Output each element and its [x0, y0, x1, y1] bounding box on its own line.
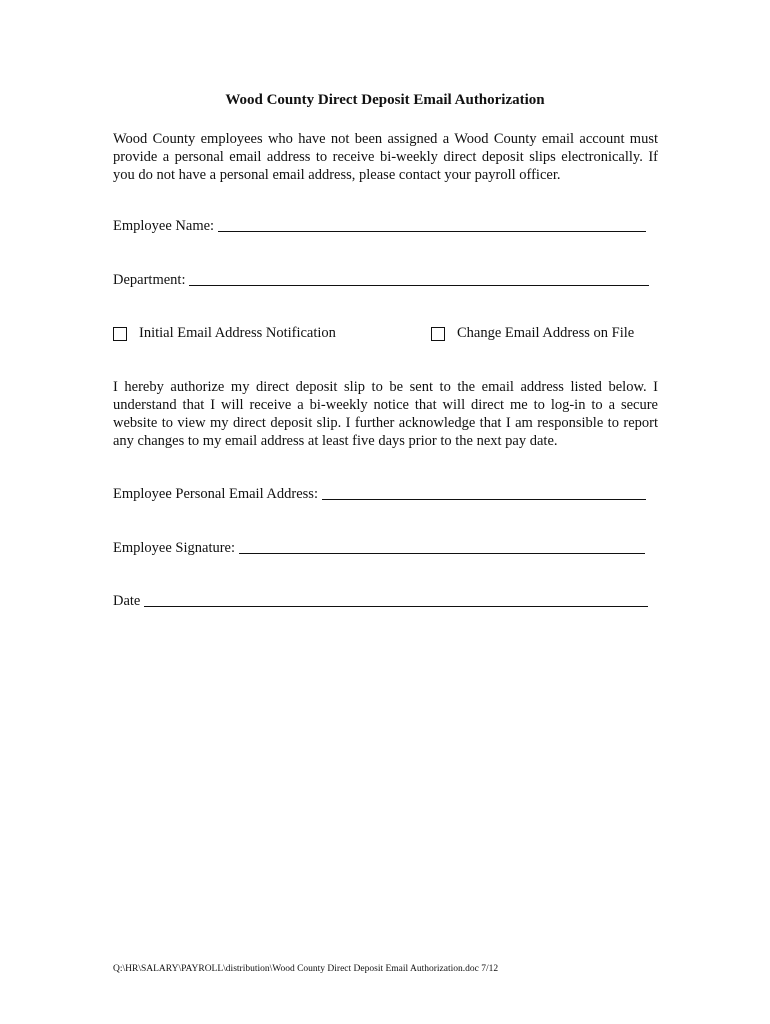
authorization-paragraph: I hereby authorize my direct deposit slip to be sent to the email address listed below. I understand that I will receive a bi-weekly notice that will direct me to log-in to a secure website to view my direct deposit slip. I further acknowledge that I am responsible to report any changes to my email address at least five days prior to the next pay date.	[113, 379, 658, 449]
employee-name-field	[113, 218, 646, 235]
change-option-label: Change Email Address on File	[457, 325, 635, 341]
department-label: Department:	[113, 272, 186, 288]
change-checkbox[interactable]	[431, 327, 445, 341]
signature-field	[113, 540, 645, 557]
initial-checkbox[interactable]	[113, 327, 127, 341]
signature-line[interactable]	[239, 552, 645, 554]
personal-email-label: Employee Personal Email Address:	[113, 486, 318, 502]
department-line[interactable]	[189, 284, 649, 286]
intro-paragraph: Wood County employees who have not been assigned a Wood County email account must provide a personal email address to receive bi-weekly direct deposit slips electronically. If you do not have a personal email address, please contact your payroll officer.	[113, 131, 658, 183]
option-change[interactable]	[431, 325, 634, 342]
option-initial[interactable]	[113, 325, 336, 342]
footer-path: Q:\HR\SALARY\PAYROLL\distribution\Wood County Direct Deposit Email Authorization.doc 7/12	[113, 964, 499, 974]
date-label: Date	[113, 593, 141, 609]
signature-label: Employee Signature:	[113, 540, 236, 556]
page-title: Wood County Direct Deposit Email Authorization	[225, 92, 545, 108]
employee-name-line[interactable]	[218, 230, 646, 232]
initial-option-label: Initial Email Address Notification	[139, 325, 336, 341]
department-field	[113, 272, 649, 289]
date-line[interactable]	[144, 605, 648, 607]
personal-email-field	[113, 486, 646, 503]
date-field	[113, 593, 648, 610]
employee-name-label: Employee Name:	[113, 218, 215, 234]
personal-email-line[interactable]	[322, 498, 646, 500]
